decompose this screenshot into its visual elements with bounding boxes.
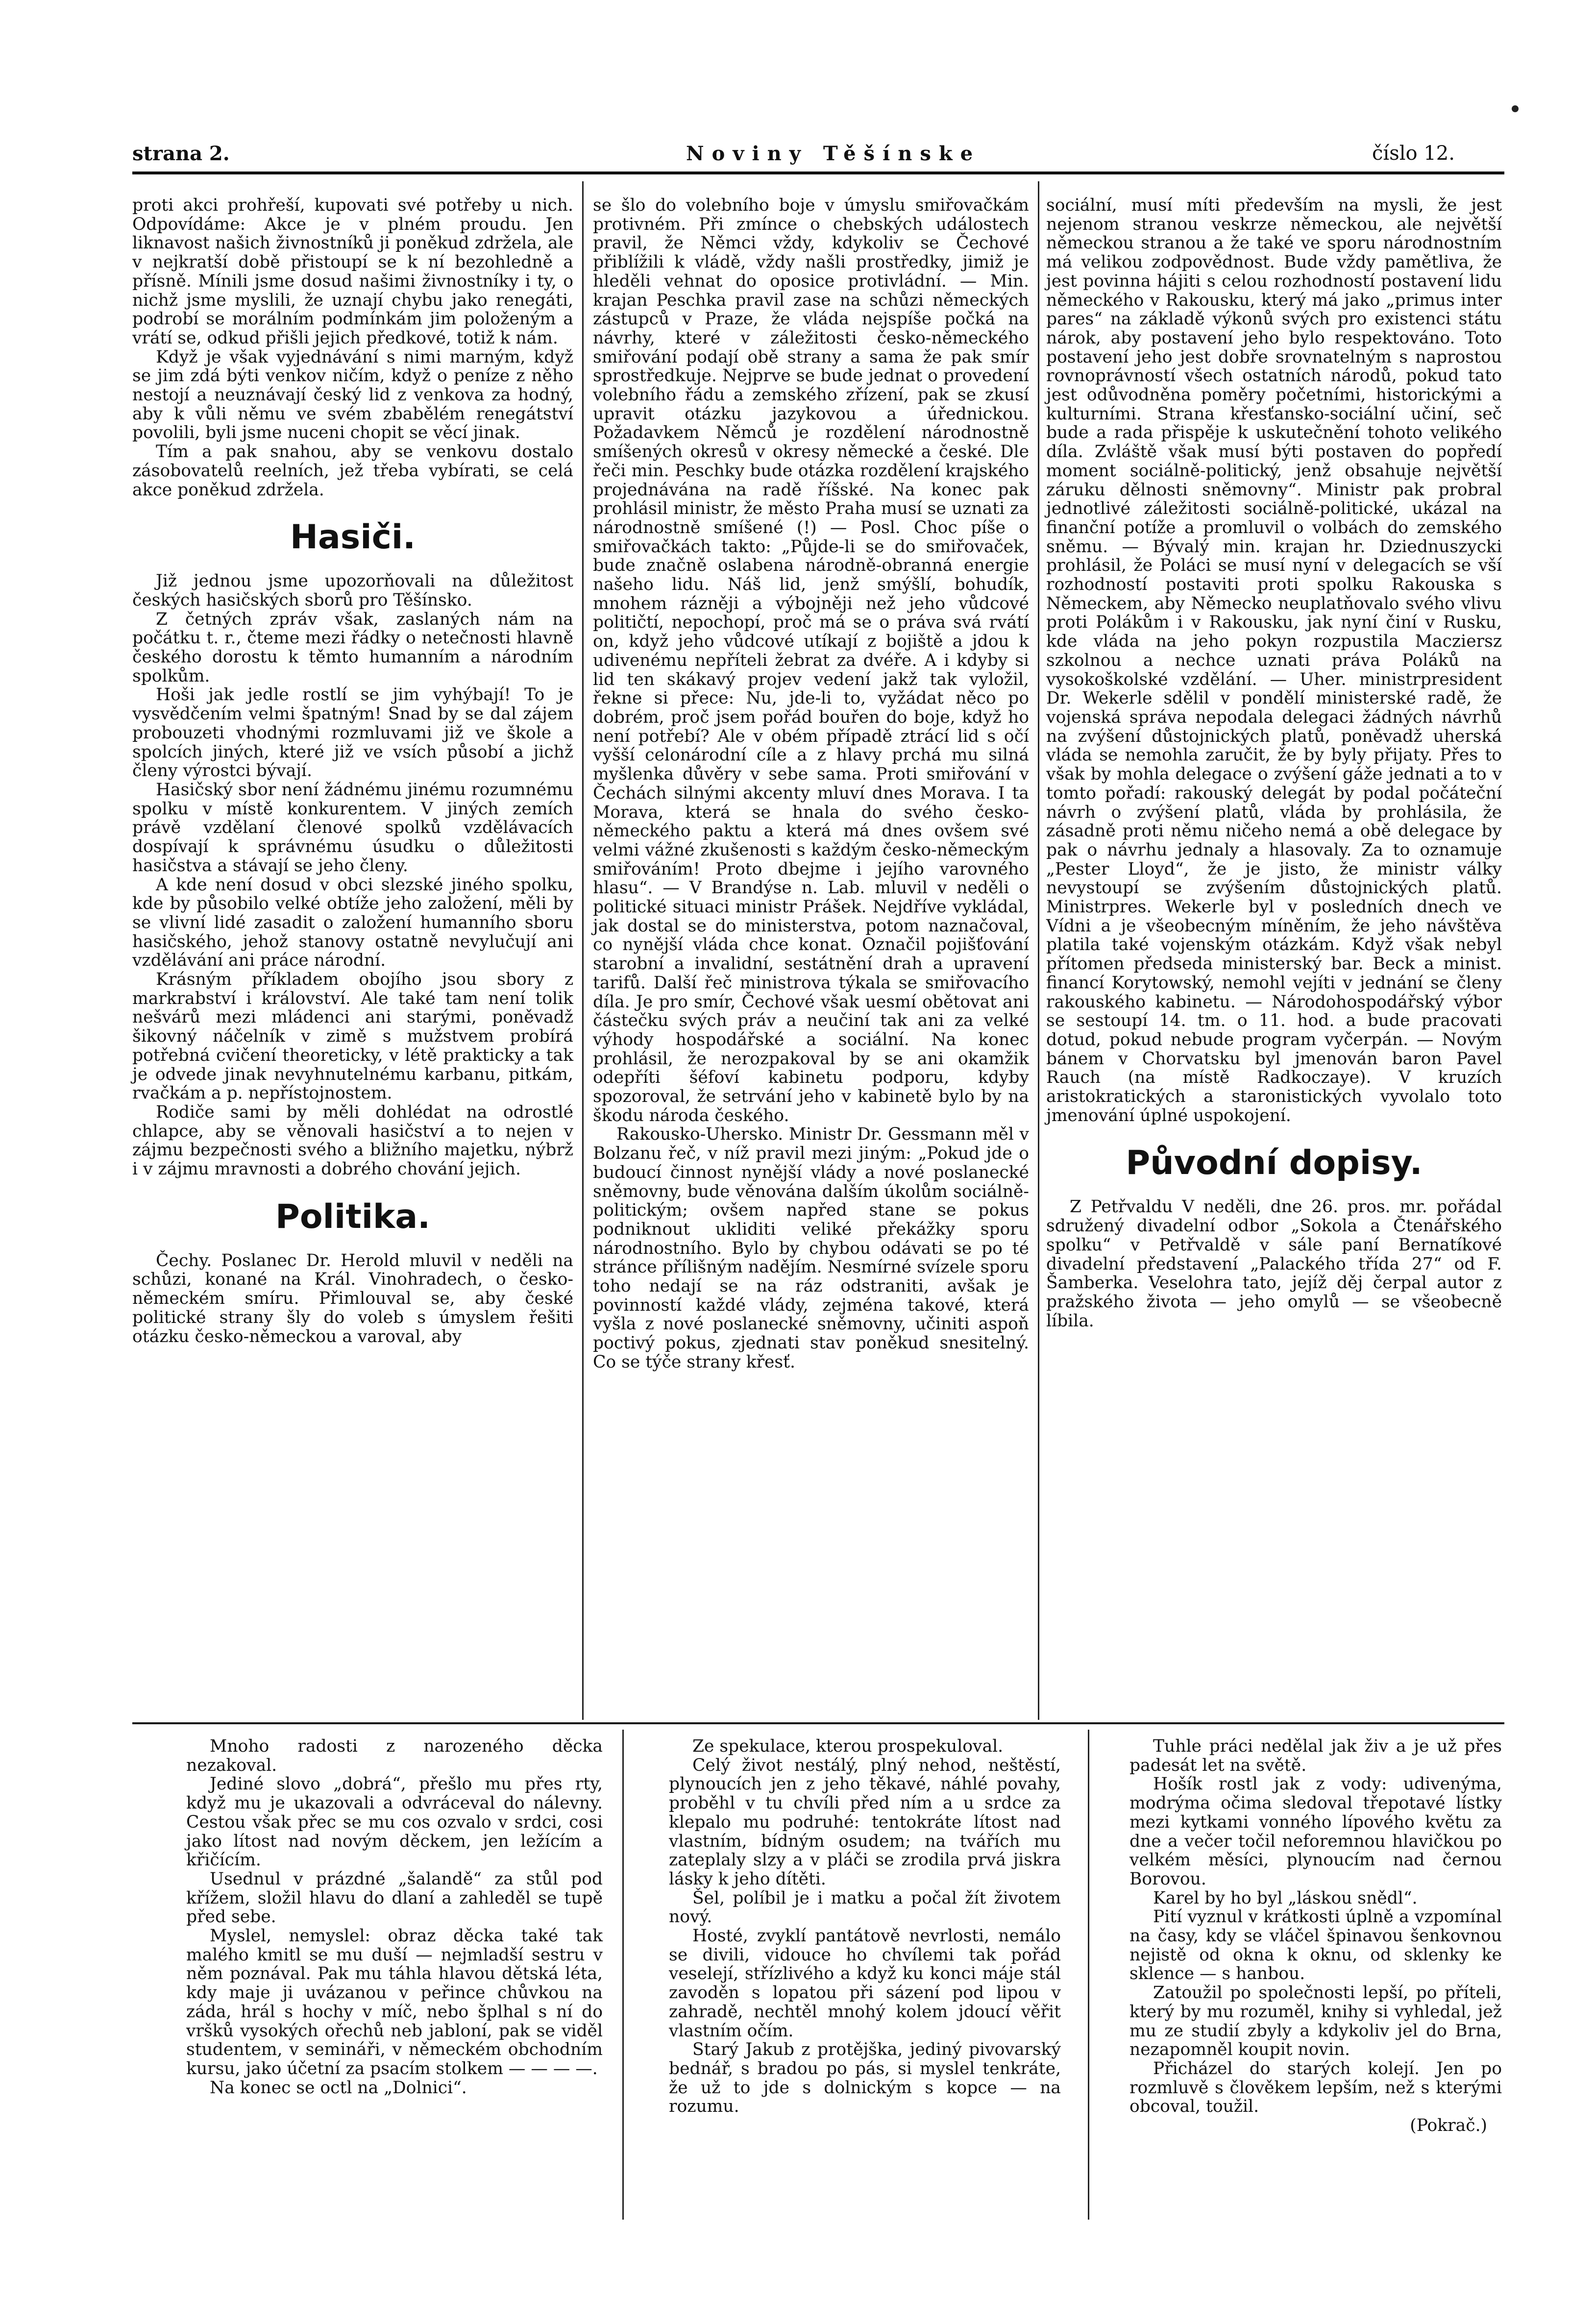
paragraph: Čechy. Poslanec Dr. Herold mluvil v neděli na schůzi, konané na Král. Vinohradech, o česko-německém smíru. Přimlouval se, aby české politické strany šly do voleb s úmyslem řešiti otázku česko-německou a varoval, aby xyxy=(132,1250,573,1346)
paragraph: Tuhle práci nedělal jak živ a je už přes padesát let na světě. xyxy=(1129,1737,1502,1775)
header-rule xyxy=(132,171,1504,174)
paragraph: Z četných zpráv však, zaslaných nám na počátku t. r., čteme mezi řádky o netečnosti hlavně českého dorostu k těmto humanním a národním spolkům. xyxy=(132,609,573,686)
newspaper-title: Noviny Těšínske xyxy=(686,142,981,165)
paragraph: Myslel, nemyslel: obraz děcka také tak malého kmitl se mu duší — nejmladší sestru v něm poznával. Pak mu táhla hlavou dětská léta, kdy maje ji uvázanou v peřince chůvkou na záda, hrál s hochy v míč, nebo šplhal s ní do vršků vysokých ořechů neb jabloní, pak se viděl studentem, v semináři, v německém obchodním kursu, jako účetní za psacím stolkem — — — —. xyxy=(186,1926,603,2079)
paragraph: Celý život nestálý, plný nehod, neštěstí, plynoucích jen z jeho těkavé, náhlé povahy, proběhl v tu chvíli před ním a u srdce za klepalo mu podruhé: tentokráte lítost nad vlastním, bídným osudem; na tvářích mu zateplaly slzy a v pláči se zrodila prvá jiskra lásky k jeho dítěti. xyxy=(669,1755,1061,1889)
paragraph: Jediné slovo „dobrá“, přešlo mu přes rty, když mu je ukazovali a odvráceval do nálevny. Cestou však přec se mu cos ozvalo v srdci, cosi jako lítost nad novým děckem, jen ležícím a křičícím. xyxy=(186,1774,603,1870)
feuilleton-column-1 xyxy=(186,1737,603,2097)
section-heading-hasici: Hasiči. xyxy=(290,518,416,557)
column-divider xyxy=(1088,1730,1089,2220)
paragraph: Rakousko-Uhersko. Ministr Dr. Gessmann měl v Bolzanu řeč, v níž pravil mezi jiným: „Pokud jde o budoucí činnost nynější vlády a nové poslanecké sněmovny, bude věnována dalším úkolům sociálně-politickým; ovšem napřed stane se pokus podniknout ukliditi veliké překážky sporu národnostního. Bylo by chybou odávati se po té stránce přílišným nadějím. Nesmírné svízele sporu toho nedají se na ráz odstraniti, avšak je povinností každé vlády, zejména takové, která vyšla z nové poslanecké sněmovny, učiniti aspoň poctivý pokus, zjednati stav poněkud snesitelný. Co se týče strany křesť. xyxy=(593,1125,1029,1372)
paragraph: proti akci prohřeší, kupovati své potřeby u nich. Odpovídáme: Akce je v plném proudu. Jen liknavost našich živnostníků ji poněkud zdržela, ale v nejkratší době přistoupí se k ní bezohledně a přísně. Mínili jsme dosud našimi živnostníky i ty, o nichž jsme myslili, že uznají chybu jako renegáti, podrobí se morálním podmínkám jim položeným a vrátí se, odkud přišli jejich předkové, totiž k nám. xyxy=(132,196,573,348)
paragraph: Hoši jak jedle rostlí se jim vyhýbají! To je vysvědčením velmi špatným! Snad by se dal zájem probouzeti vhodnými rozmluvami již ve škole a spolcích jiných, které již ve vsích působí a jichž členy výrostci bývají. xyxy=(132,685,573,781)
feuilleton-column-3 xyxy=(1129,1737,1502,2135)
column-1 xyxy=(132,196,573,1346)
paragraph: sociální, musí míti především na mysli, že jest nejenom stranou veskrze německou, ale největší německou stranou a že také ve sporu národnostním má velikou zodpovědnost. Bude vždy pamětliva, že jest povinna hájiti s celou rozhodností postavení lidu německého v Rakousku, který má jako „primus inter pares“ na základě výkonů svých pro existenci státu nárok, aby postavení jeho bylo respektováno. Toto postavení jeho jest dobře srovnatelným s naprostou rovnoprávností všech ostatních národů, pokud tato jest odůvodněna poměry početními, historickými a kulturními. Strana křesťansko-sociální učiní, seč bude a rada přispěje k uskutečnění tohoto velikého díla. Zvláště však musí býti postaven do popředí moment sociálně-politický, jenž obsahuje největší záruku dělnosti sněmovny“. Ministr pak probral jednotlivé záležitosti sociálně-politické, ukázal na finanční potíže a promluvil o volbách do zemského sněmu. — Bývalý min. krajan hr. Dziednuszycki prohlásil, že Poláci se musí nyní v delegacích se vší rozhodností postaviti proti spolku Rakouska s Německem, aby Německo neuplatňovalo svého vlivu proti Polákům i v Rakousku, jak nyní činí v Rusku, kde vláda na jeho pokyn rozpustila Macziersz szkolnou a nechce uznati práva Poláků na vysokoškolské vzdělání. — Uher. ministrpresident Dr. Wekerle sdělil v pondělí ministerské radě, že vojenská správa nepodala delegaci žádných návrhů na zvýšení důstojnických platů, poněvadž uherská vláda se nemohla zaručit, že by byly přijaty. Přes to však by mohla delegace o zvýšení gáže jednati a to v tomto pořadí: rakouský delegát by podal počáteční návrh o zvýšení platů, vláda by prohlásila, že zásadně proti němu ničeho nemá a obě delegace by pak o návrhu jednaly a hlasovaly. Za to oznamuje „Pester Lloyd“, že je jisto, že ministr války nevystoupí se zvýšením důstojnických platů. Ministrpres. Wekerle byl v posledních dnech ve Vídni a je všeobecným míněním, že jeho návštěva platila také vojenským otázkám. Když však nebyl přítomen předseda ministerský bar. Beck a minist. financí Korytowský, nemohl vejíti v jednání se členy rakouského kabinetu. — Národohospodářský výbor se sestoupí 14. tm. o 11. hod. a bude pracovati dotud, pokud nebude program vyčerpán. — Novým bánem v Chorvatsku byl jmenován baron Pavel Rauch (na místě Radkoczaye). V kruzích aristokratických a staronistických vyvolalo toto jmenování úplné uspokojení. xyxy=(1046,196,1502,1125)
paragraph: Karel by ho byl „láskou snědl“. xyxy=(1153,1888,1418,1908)
continued-label: (Pokrač.) xyxy=(1410,2116,1487,2136)
section-heading-politika: Politika. xyxy=(275,1197,430,1236)
column-3 xyxy=(1046,196,1502,1330)
feuilleton-rule xyxy=(132,1722,1504,1724)
paragraph: Přicházel do starých kolejí. Jen po rozmluvě s člověkem lepším, než s kterými obcoval, toužil. xyxy=(1129,2058,1502,2117)
paragraph: se šlo do volebního boje v úmyslu smiřovačkám protivném. Při zmínce o chebských událostech pravil, že Němci vždy, kdykoliv se Čechové přiblížili k vládě, vždy našli prostředky, jimiž je hleděli vehnat do oposice protivládní. — Min. krajan Peschka pravil zase na schůzi německých zástupců v Praze, že vláda nejspíše počká na návrhy, které v záležitosti česko-německého smiřování podají obě strany a sama že pak smír sprostředkuje. Nejprve se bude jednat o provedení volebního řádu a zemského zřízení, pak se zkusí upravit otázku jazykovou a úřednickou. Požadavkem Němců je rozdělení národnostně smíšených okresů v okresy německé a české. Dle řeči min. Peschky bude otázka rozdělení krajského projednávána na radě říšské. Na konec pak prohlásil ministr, že město Praha musí se uznati za národnostně smíšené (!) — Posl. Choc píše o smiřovačkách takto: „Půjde-li se do smiřovaček, bude značně oslabena národně-obranná energie našeho lidu. Náš lid, jenž smýšlí, bohudík, mnohem rázněji a výbojněji než jeho vůdcové političtí, nepochopí, proč má se o práva svá rvátí on, když jeho vůdcové utíkají z bojiště a jdou k udivenému nepříteli žebrat za dvéře. A i kdyby si lid ten skákavý projev vedení jakž tak vyložil, řekne si přece: Nu, jde-li to, vyžádat něco po dobrém, proč jsem pořád bouřen do boje, když ho není potřebí? Ale v obém případě ztrácí lid s očí vyšší celonárodní cíle a z hlavy prchá mu silná myšlenka důvěry v sebe sama. Proti smiřování v Čechách silnými akcenty mluví dnes Morava. I ta Morava, která se hnala do svého česko-německého paktu a která má dnes ovšem své velmi vážné zkušenosti s každým česko-německým smiřováním! Proto dbejme i jejího varovného hlasu“. — V Brandýse n. Lab. mluvil v neděli o politické situaci ministr Prášek. Nejdříve vykládal, jak dostal se do ministerstva, potom naznačoval, co nynější vláda chce konat. Označil pojišťování starobní a invalidní, sestátnění drah a upravení tarifů. Další řeč ministrova týkala se smiřovacího díla. Je pro smír, Čechové však uesmí obětovat ani částečku svých práv a neučiní tak ani za velké výhody hospodářské a sociální. Na konec prohlásil, že nerozpakoval by se ani okamžik odepříti šéfoví kabinetu podporu, kdyby spozoroval, že setrvání jeho v kabinetě bylo by na škodu národa českého. xyxy=(593,196,1029,1125)
paragraph: Hasičský sbor není žádnému jinému rozumnému spolku v místě konkurentem. V jiných zemích právě vzdělaní členové spolků vzdělávacích dospívají k správnému úsudku o důležitosti hasičstva a stávají se jeho členy. xyxy=(132,780,573,876)
feuilleton-column-2 xyxy=(669,1737,1061,2116)
newspaper-page xyxy=(74,0,1548,2324)
paragraph: Šel, políbil je i matku a počal žít životem nový. xyxy=(669,1888,1061,1927)
section-heading-puvodni-dopisy: Původní dopisy. xyxy=(1126,1144,1423,1183)
column-divider xyxy=(1038,181,1039,1720)
paragraph: Z Petřvaldu V neděli, dne 26. pros. mr. pořádal sdružený divadelní odbor „Sokola a Čtenářského spolku“ v Petřvaldě v sále paní Bernatíkové divadelní představení „Palackého třída 27“ od F. Šamberka. Veselohra tato, jejíž děj čerpal autor z pražského života — jeho omylů — se všeobecně líbila. xyxy=(1046,1197,1502,1331)
paragraph: Když je však vyjednávání s nimi marným, když se jim zdá býti venkov ničím, když o peníze z něho nestojí a neuznávají český lid z venkova za hodný, aby k vůli němu ve svém zbabělém renegátství povolili, byli jsme nuceni chopit se věcí jinak. xyxy=(132,347,573,443)
paragraph: Usednul v prázdné „šalandě“ za stůl pod křížem, složil hlavu do dlaní a zahleděl se tupě před sebe. xyxy=(186,1869,603,1927)
column-divider xyxy=(582,181,584,1720)
paragraph: A kde není dosud v obci slezské jiného spolku, kde by působilo velké obtíže jeho založení, měli by se vlivní lidé zasadit o založení humanního sboru hasičského, jehož stanovy ostatně nevylučují ani vzdělávání ani práce národní. xyxy=(132,875,573,971)
page-header xyxy=(74,142,1504,171)
paragraph: Hošík rostl jak z vody: udivenýma, modrýma očima sledoval třepotavé lístky mezi kytkami vonného lípového květu za dne a večer točil neforemnou hlavičkou po velkém měsíci, plynoucím nad černou Borovou. xyxy=(1129,1774,1502,1889)
paragraph: Tím a pak snahou, aby se venkovu dostalo zásobovatelů reelních, jež třeba vybírati, se celá akce poněkud zdržela. xyxy=(132,442,573,500)
paragraph: Již jednou jsme upozorňovali na důležitost českých hasičských sborů pro Těšínsko. xyxy=(132,571,573,610)
page-number: strana 2. xyxy=(132,142,230,165)
column-divider xyxy=(622,1730,624,2220)
paragraph: Rodiče sami by měli dohlédat na odrostlé chlapce, aby se věnovali hasičství a to nejen v zájmu bezpečnosti svého a bližního majetku, nýbrž i v zájmu mravnosti a dobrého chování jejich. xyxy=(132,1102,573,1179)
paper-speck xyxy=(1512,105,1519,112)
paragraph: Mnoho radosti z narozeného děcka nezakoval. xyxy=(186,1737,603,1775)
paragraph: Starý Jakub z protějška, jediný pivovarský bednář, s bradou po pás, si myslel tenkráte, že už to jde s dolnickým s kopce — na rozumu. xyxy=(669,2040,1061,2117)
issue-number: číslo 12. xyxy=(1372,142,1455,165)
paragraph: Krásným příkladem obojího jsou sbory z markrabství i království. Ale také tam není tolik nešvárů mezi mládenci ani starými, poněvadž šikovný náčelník v zimě s mužstvem probírá potřebná cvičení theoreticky, v létě prakticky a tak je odvede jinak nevyhnutelnému karbanu, pitkám, rvačkám a p. nepřístojnostem. xyxy=(132,970,573,1103)
paragraph: Hosté, zvyklí pantátově nevrlosti, nemálo se divili, vidouce ho chvílemi tak pořád veselejí, střízlivého a když ku konci máje stál zavoděn s lopatou při sázení pod lipou v zahradě, nechtěl mnohý kolem jdoucí věřit vlastním očím. xyxy=(669,1926,1061,2041)
column-2 xyxy=(593,196,1029,1372)
paragraph: Zatoužil po společnosti lepší, po příteli, který by mu rozuměl, knihy si vyhledal, jež mu ze studií zbyly a kdykoliv jel do Brna, nezapomněl koupit novin. xyxy=(1129,1983,1502,2060)
paragraph: Ze spekulace, kterou prospekuloval. xyxy=(692,1737,1004,1756)
paragraph: Pití vyznul v krátkosti úplně a vzpomínal na časy, kdy se vláčel špinavou šenkovnou nejistě od okna k oknu, od sklenky ke sklence — s hanbou. xyxy=(1129,1907,1502,1984)
paragraph: Na konec se octl na „Dolnici“. xyxy=(210,2078,467,2098)
